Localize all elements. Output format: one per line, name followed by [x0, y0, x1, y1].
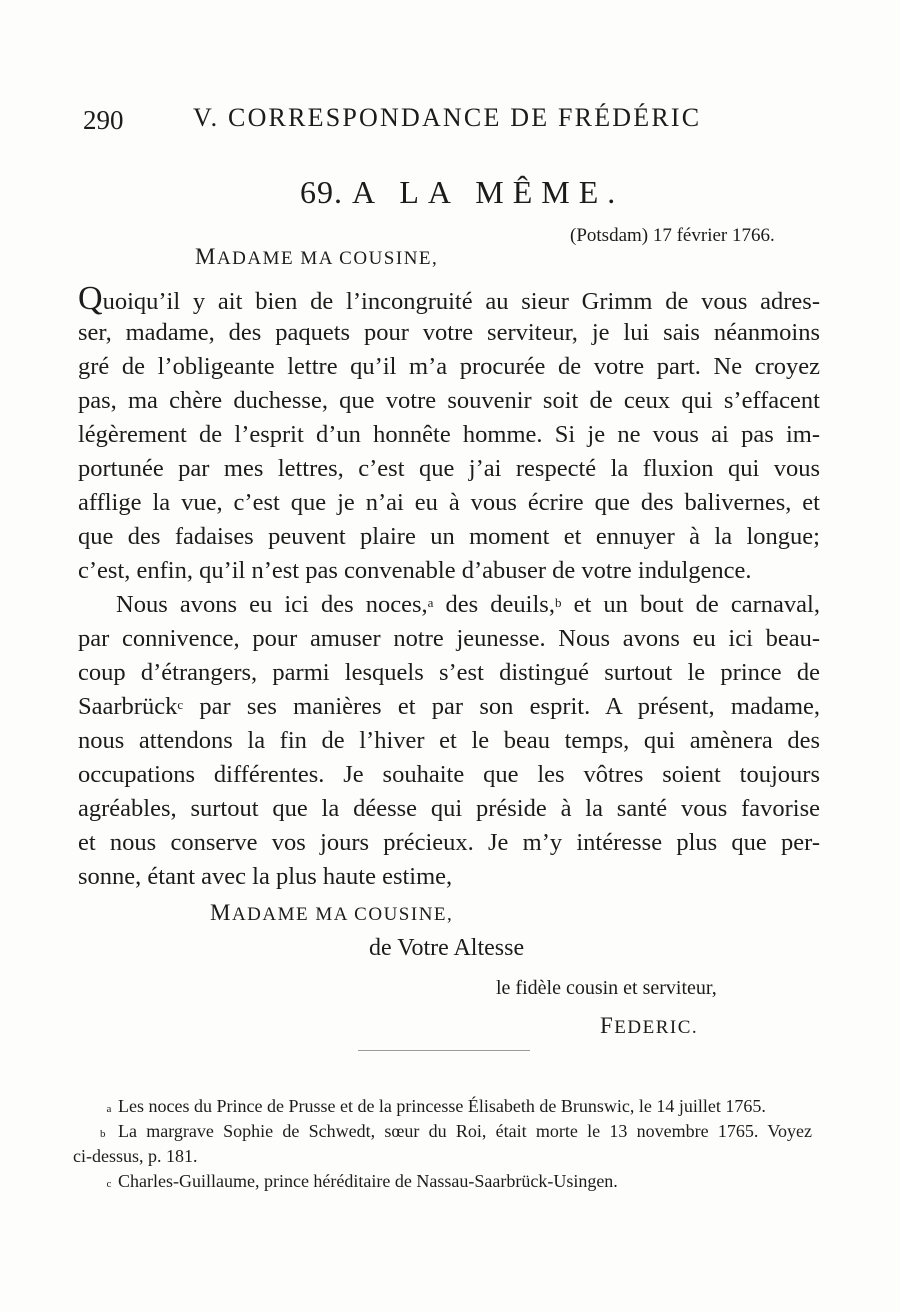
paragraph-line: légèrement de l’esprit d’un honnête homme. Si je ne vous ai pas im- — [78, 421, 820, 448]
footnote-b: b La margrave Sophie de Schwedt, sœur du Roi, était morte le 13 novembre 1765. Voyez — [100, 1121, 812, 1141]
signature: FEDERIC. — [600, 1013, 699, 1038]
footnotes — [73, 1094, 812, 1194]
paragraph-line: que des fadaises peuvent plaire un moment et ennuyer à la longue; — [78, 523, 820, 550]
paragraph-2 — [78, 588, 820, 894]
separator-rule — [358, 1050, 530, 1051]
footnote-b-continued: ci-dessus, p. 181. — [73, 1146, 198, 1166]
paragraph-line: c’est, enfin, qu’il n’est pas convenable d’abuser de votre indulgence. — [78, 557, 752, 584]
letter-dateline — [570, 225, 775, 247]
paragraph-line: par connivence, pour amuser notre jeunesse. Nous avons eu ici beau- — [78, 625, 820, 652]
paragraph-line: occupations différentes. Je souhaite que les vôtres soient toujours — [78, 761, 820, 788]
opening-salutation: MADAME MA COUSINE, — [195, 244, 439, 269]
paragraph-line: Quoiqu’il y ait bien de l’incongruité au sieur Grimm de vous adres- — [78, 280, 820, 317]
running-title: V. CORRESPONDANCE DE FRÉDÉRIC — [193, 103, 702, 132]
footnote-c: c Charles-Guillaume, prince héréditaire de Nassau-Saarbrück-Usingen. — [106, 1171, 618, 1191]
letter-number: 69. — [300, 174, 343, 210]
page-number: 290 — [83, 105, 124, 135]
paragraph-line: portunée par mes lettres, c’est que j’ai respecté la fluxion qui vous — [78, 455, 820, 482]
paragraph-line: gré de l’obligeante lettre qu’il m’a procurée de votre part. Ne croyez — [78, 353, 820, 380]
letter-date: 17 février 1766. — [652, 225, 775, 246]
paragraph-line: afflige la vue, c’est que je n’ai eu à vous écrire que des balivernes, et — [78, 489, 820, 516]
paragraph-line: agréables, surtout que la déesse qui préside à la santé vous favorise — [78, 795, 820, 822]
paragraph-line: sonne, étant avec la plus haute estime, — [78, 863, 453, 890]
footnote-ref-c[interactable]: c — [177, 697, 184, 712]
closing-salutation: MADAME MA COUSINE, — [210, 900, 454, 925]
paragraph-1 — [78, 282, 820, 588]
paragraph-line: nous attendons la fin de l’hiver et le beau temps, qui amènera des — [78, 727, 820, 754]
paragraph-line: coup d’étrangers, parmi lesquels s’est distingué surtout le prince de — [78, 659, 820, 686]
paragraph-line: pas, ma chère duchesse, que votre souvenir soit de ceux qui s’effacent — [78, 387, 820, 414]
paragraph-line: et nous conserve vos jours précieux. Je m’y intéresse plus que per- — [78, 829, 820, 856]
footnote-a: a Les noces du Prince de Prusse et de la princesse Élisabeth de Brunswic, le 14 juillet 1765. — [106, 1096, 766, 1116]
drop-cap: Q — [78, 280, 103, 317]
footnote-ref-a[interactable]: a — [427, 595, 434, 610]
letter-title: A LA MÊME. — [352, 174, 625, 210]
paragraph-line: Saarbrück$^c$ par ses manières et par son esprit. A présent, madame, — [78, 693, 820, 720]
letter-heading — [300, 174, 624, 211]
paragraph-line: Nous avons eu ici des noces,$^a$ des deuils,$^b$ et un bout de carnaval, — [116, 591, 820, 618]
footnote-ref-b[interactable]: b — [554, 595, 562, 610]
letter-place: (Potsdam) — [570, 225, 649, 246]
closing-fidele: le fidèle cousin et serviteur, — [496, 977, 717, 999]
closing-altesse: de Votre Altesse — [369, 935, 525, 961]
paragraph-line: ser, madame, des paquets pour votre serviteur, je lui sais néanmoins — [78, 319, 820, 346]
